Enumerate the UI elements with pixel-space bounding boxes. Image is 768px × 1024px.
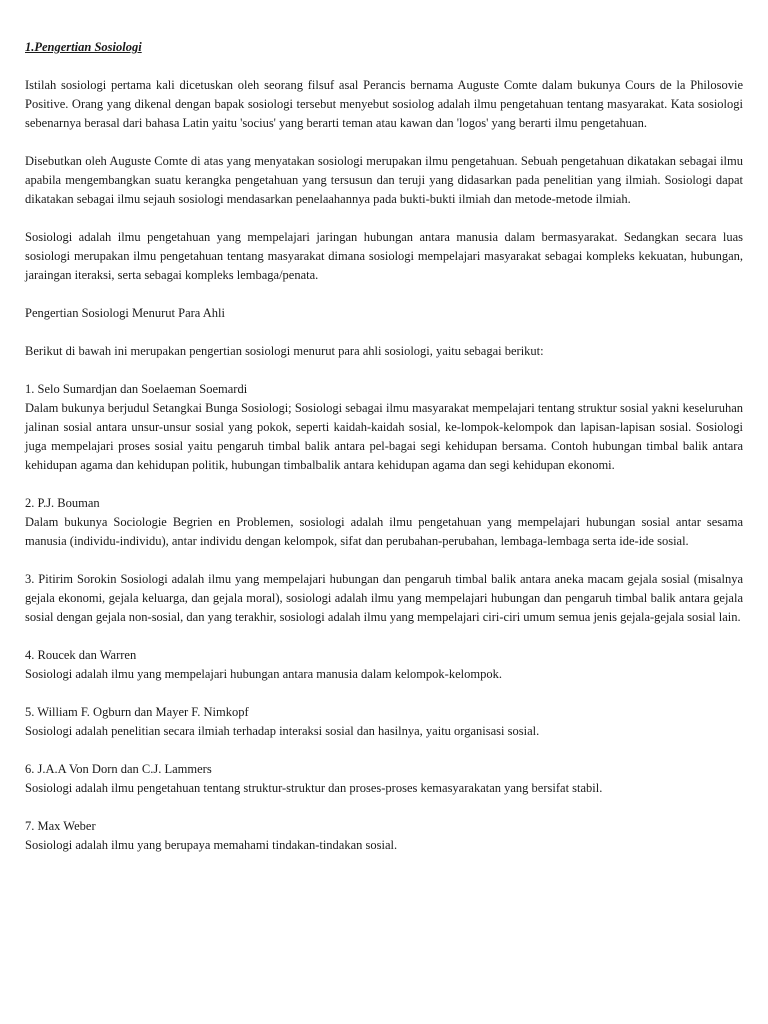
expert-definition: Sosiologi adalah ilmu pengetahuan tentang struktur-struktur dan proses-proses kemasyarakatan yang bersifat stabil. (25, 781, 603, 795)
expert-item-7 (25, 817, 743, 855)
expert-definition: Dalam bukunya berjudul Setangkai Bunga Sosiologi; Sosiologi sebagai ilmu masyarakat mempelajari tentang struktur sosial yakni keseluruhan jalinan sosial antara unsur-unsur sosial yang pokok, seperti kaidah-kaidah sosial, ke-lompok-kelompok dan lapisan-lapisan sosial. Sosiologi juga mempelajari proses sosial yaitu pengaruh timbal balik antara pel-bagai segi kehidupan bersama. Contoh hubungan timbal balik antara kehidupan agama dan kehidupan politik, hubungan timbalbalik antara kehidupan agama dan segi kehidupan ekonomi. (25, 401, 743, 472)
expert-definition: 3. Pitirim Sorokin Sosiologi adalah ilmu yang mempelajari hubungan dan pengaruh timbal balik antara aneka macam gejala sosial (misalnya gejala ekonomi, gejala keluarga, dan gejala moral), sosiologi adalah ilmu yang mempelajari hubungan dan pengaruh timbal balik antara gejala sosial dengan gejala non-sosial, dan yang terakhir, sosiologi adalah ilmu yang mempelajari ciri-ciri umum semua jenis gejala-gejala sosial lain. (25, 572, 743, 624)
section-heading-experts: Pengertian Sosiologi Menurut Para Ahli (25, 306, 225, 320)
document-title: 1.Pengertian Sosiologi (25, 40, 142, 54)
expert-name: 5. William F. Ogburn dan Mayer F. Nimkopf (25, 705, 249, 719)
expert-item-3 (25, 570, 743, 627)
expert-name: 4. Roucek dan Warren (25, 648, 137, 662)
expert-item-6 (25, 760, 743, 798)
expert-item-4 (25, 646, 743, 684)
expert-name: 7. Max Weber (25, 819, 96, 833)
paragraph-definition: Sosiologi adalah ilmu pengetahuan yang mempelajari jaringan hubungan antara manusia dalam bermasyarakat. Sedangkan secara luas sosiologi merupakan ilmu pengetahuan tentang masyarakat dimana sosiologi mempelajari masyarakat sebagai kompleks kekuatan, hubungan, jaraingan iteraksi, serta sebagai kompleks lembaga/penata. (25, 230, 743, 282)
expert-item-5 (25, 703, 743, 741)
paragraph-comte: Disebutkan oleh Auguste Comte di atas yang menyatakan sosiologi merupakan ilmu pengetahuan. Sebuah pengetahuan dikatakan sebagai ilmu apabila mengembangkan suatu kerangka pengetahuan yang tersusun dan teruji yang didasarkan pada penelitian yang ilmiah. Sosiologi dapat dikatakan sebagai ilmu sejauh sosiologi mendasarkan penelaahannya pada bukti-bukti ilmiah dan metode-metode ilmiah. (25, 154, 743, 206)
expert-name: 6. J.A.A Von Dorn dan C.J. Lammers (25, 762, 212, 776)
paragraph-experts-intro: Berikut di bawah ini merupakan pengertian sosiologi menurut para ahli sosiologi, yaitu sebagai berikut: (25, 344, 544, 358)
expert-definition: Sosiologi adalah penelitian secara ilmiah terhadap interaksi sosial dan hasilnya, yaitu organisasi sosial. (25, 724, 540, 738)
expert-item-1 (25, 380, 743, 475)
expert-name: 2. P.J. Bouman (25, 496, 100, 510)
expert-definition: Dalam bukunya Sociologie Begrien en Problemen, sosiologi adalah ilmu pengetahuan yang mempelajari hubungan sosial antar sesama manusia (individu-individu), antar individu dengan kelompok, sifat dan perubahan-perubahan, lembaga-lembaga serta ide-ide sosial. (25, 515, 743, 548)
expert-item-2 (25, 494, 743, 551)
expert-definition: Sosiologi adalah ilmu yang berupaya memahami tindakan-tindakan sosial. (25, 838, 398, 852)
paragraph-intro: Istilah sosiologi pertama kali dicetuskan oleh seorang filsuf asal Perancis bernama Auguste Comte dalam bukunya Cours de la Philosovie Positive. Orang yang dikenal dengan bapak sosiologi tersebut menyebut sosiolog adalah ilmu pengetahuan tentang masyarakat. Kata sosiologi sebenarnya berasal dari bahasa Latin yaitu 'socius' yang berarti teman atau kawan dan 'logos' yang berarti ilmu pengetahuan. (25, 78, 743, 130)
expert-definition: Sosiologi adalah ilmu yang mempelajari hubungan antara manusia dalam kelompok-kelompok. (25, 667, 502, 681)
expert-name: 1. Selo Sumardjan dan Soelaeman Soemardi (25, 382, 248, 396)
